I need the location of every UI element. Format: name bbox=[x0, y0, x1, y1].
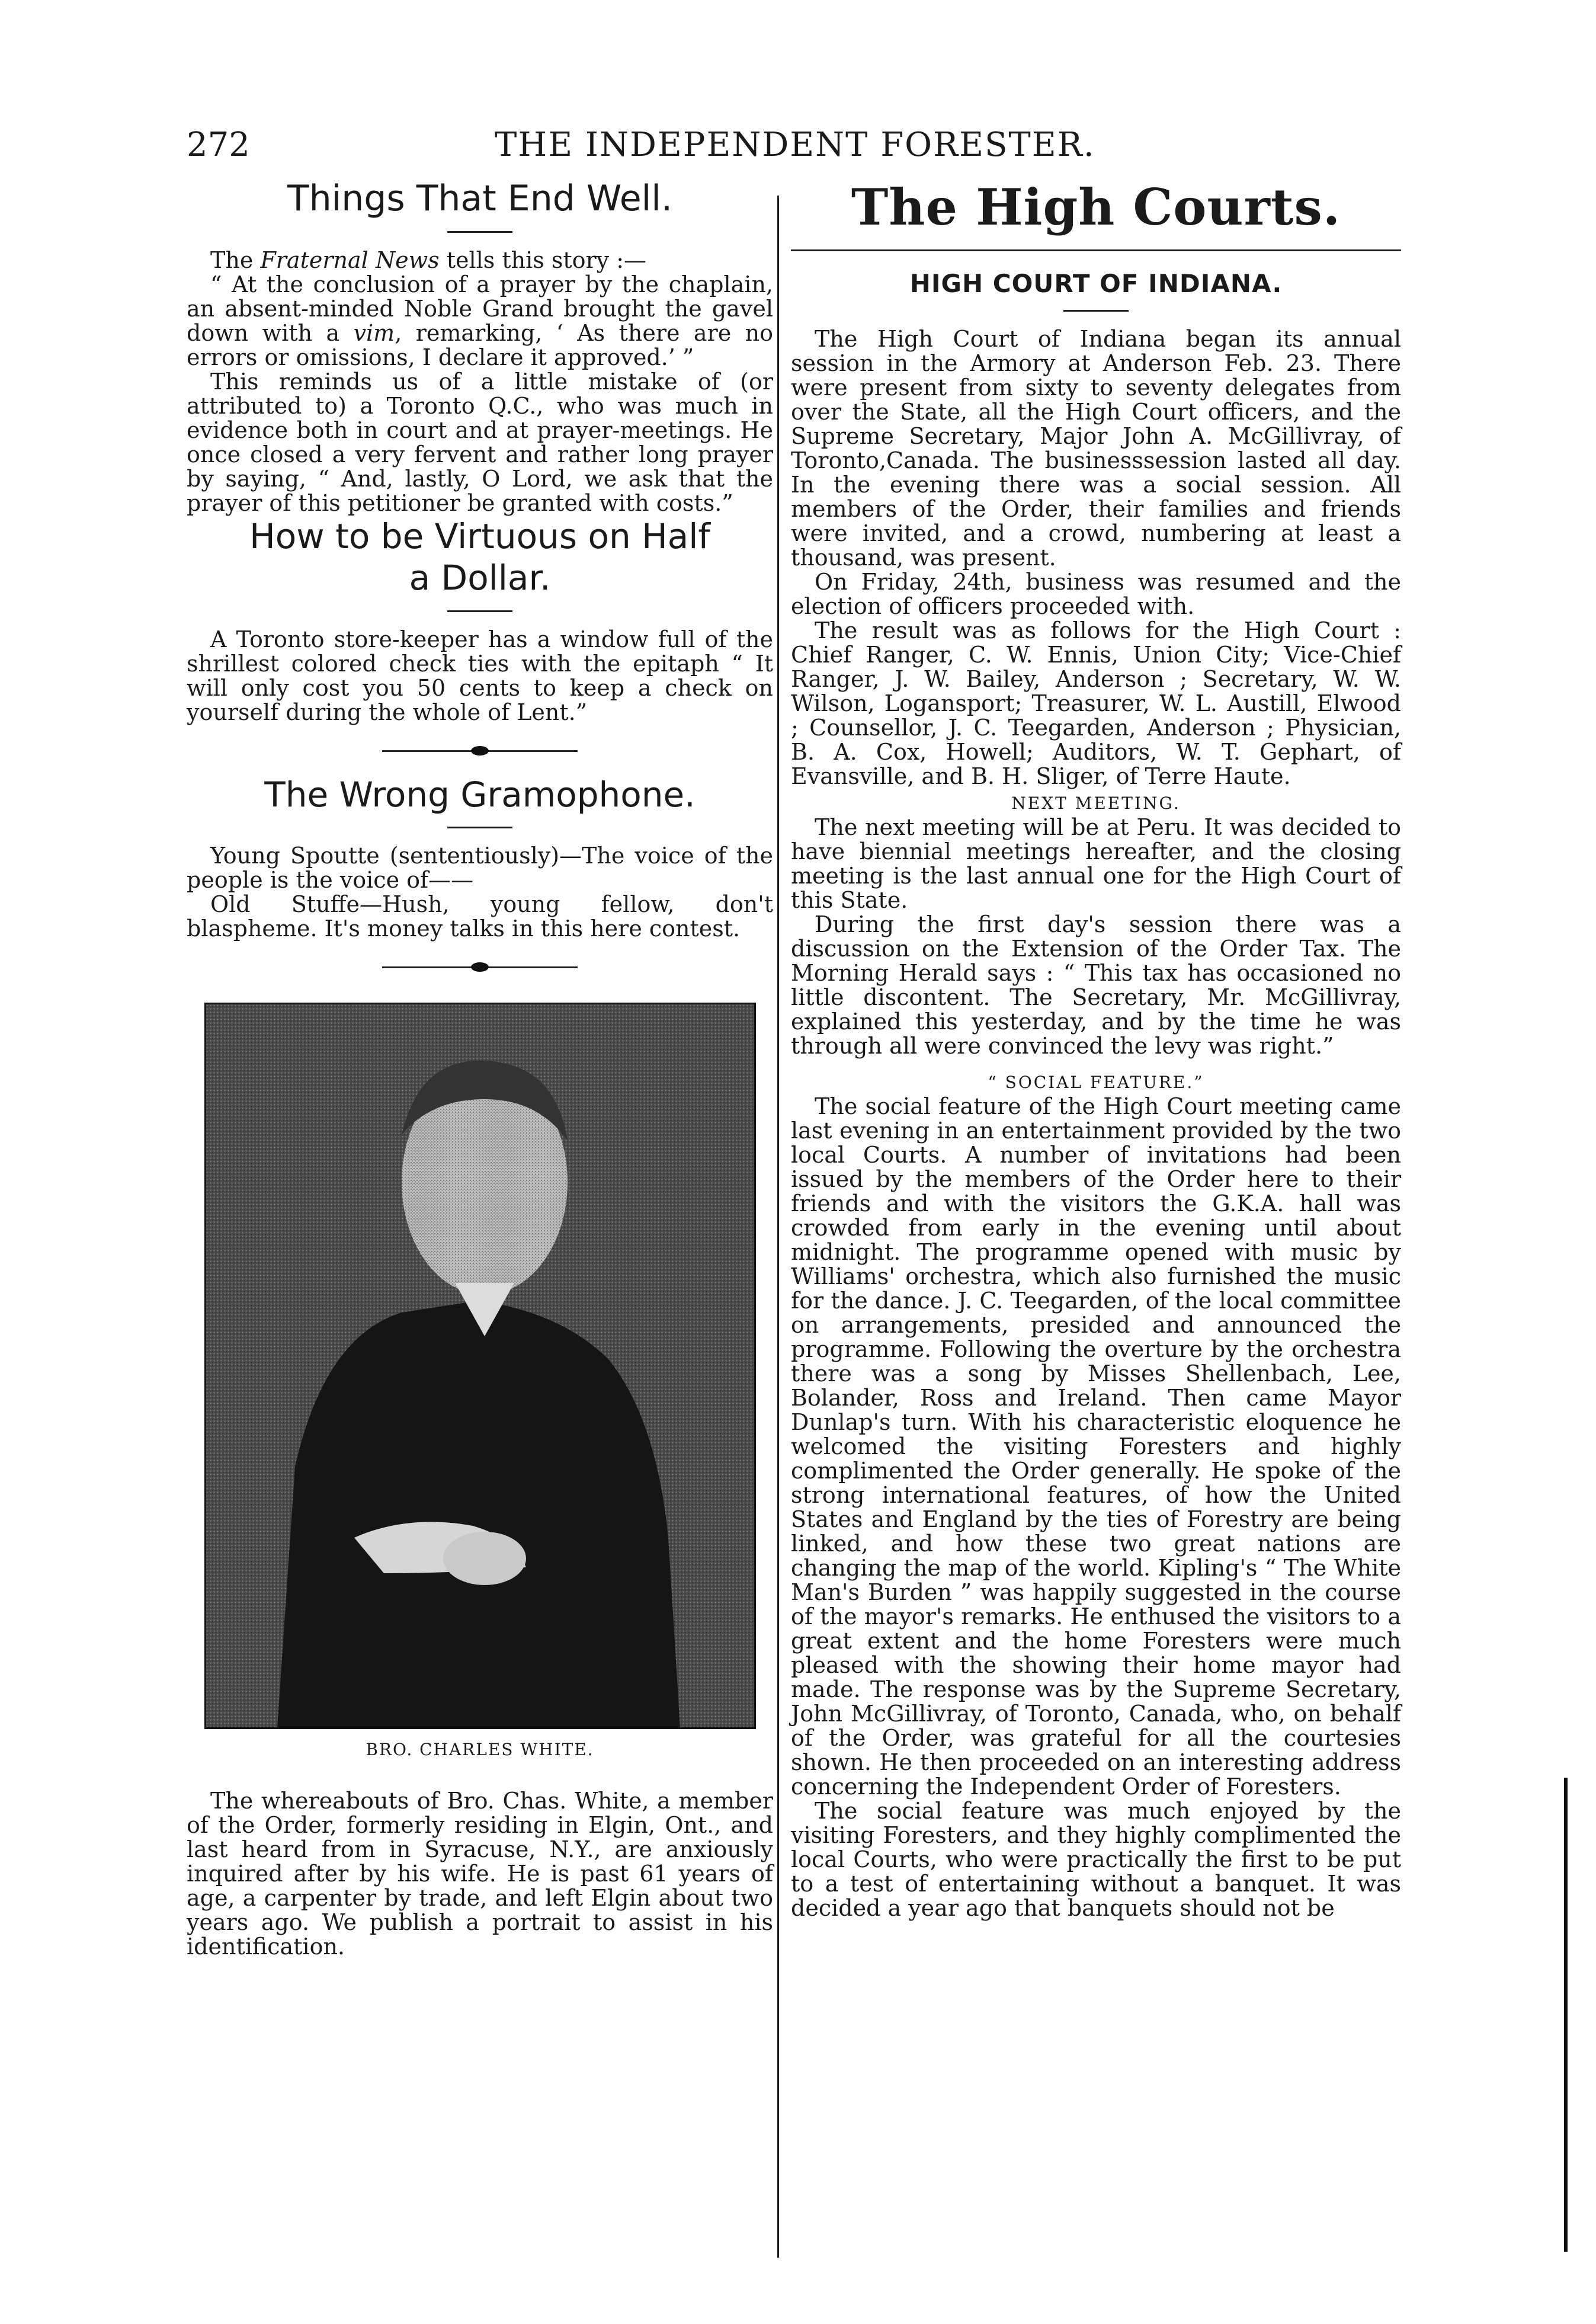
article-title-things: Things That End Well. bbox=[287, 178, 673, 219]
court-paragraph-6: The social feature of the High Court meeting came last evening in an entertainment provided by the two local Courts. A number of invitations had been issued by the members of the Order here to their friends and with the visitors the G.K.A. hall was crowded from early in the evening until about midnight. The programme opened with music by Williams' orchestra, which also furnished the music for the dance. J. C. Teegarden, of the local committee on arrangements, presided and announced the programme. Following the overture by the orchestra there was a song by Misses Shellenbach, Lee, Bolander, Ross and Ireland. Then came Mayor Dunlap's turn. With his characteristic eloquence he welcomed the visiting Foresters and highly complimented the Order generally. He spoke of the strong international features, of how the United States and England by the ties of Forestry are being linked, and how these two great nations are changing the map of the world. Kipling's “ The White Man's Burden ” was happily suggested in the course of the mayor's remarks. He enthused the visitors to a great extent and the home Foresters were much pleased with the showing their home mayor had made. The response was by the Supreme Secretary, John McGillivray, of Toronto, Canada, who, on behalf of the Order, was grateful for all the courtesies shown. He then proceeded on an interesting address concerning the Independent Order of Foresters. bbox=[791, 1093, 1401, 1800]
section-title: The High Courts. bbox=[851, 178, 1341, 236]
article-title-virtuous: How to be Virtuous on Half a Dollar. bbox=[249, 516, 710, 598]
white-paragraph: The whereabouts of Bro. Chas. White, a member of the Order, formerly residing in Elgin, Ont., and last heard from in Syracuse, N.Y., are anxiously inquired after by his wife. He is past 61 years of age, a carpenter by trade, and left Elgin about two years ago. We publish a portrait to assist in his identification. bbox=[187, 1788, 773, 1960]
court-paragraph-1: The High Court of Indiana began its annual session in the Armory at Anderson Feb. 23. There were present from sixty to seventy delegates from over the State, all the High Court officers, and the Supreme Secretary, Major John A. McGillivray, of Toronto,Canada. The businesssession lasted all day. In the evening there was a social session. All members of the Order, their families and friends were invited, and a crowd, numbering at least a thousand, was present. bbox=[791, 326, 1401, 571]
court-paragraph-7: The social feature was much enjoyed by the visiting Foresters, and they highly complimented the local Courts, who were practically the first to be put to a test of entertaining without a banquet. It was decided a year ago that banquets should not be bbox=[791, 1798, 1401, 1921]
virtuous-paragraph: A Toronto store-keeper has a window full of the shrillest colored check ties with the epitaph “ It will only cost you 50 cents to keep a check on yourself during the whole of Lent.” bbox=[187, 626, 773, 725]
portrait-photo bbox=[204, 1003, 756, 1729]
court-paragraph-2: On Friday, 24th, business was resumed and the election of officers proceeded with. bbox=[791, 569, 1401, 619]
court-heading: HIGH COURT OF INDIANA. bbox=[909, 269, 1283, 298]
page-number: 272 bbox=[187, 126, 250, 164]
gramophone-line-2: Old Stuffe—Hush, young fellow, don't blaspheme. It's money talks in this here contest. bbox=[187, 891, 773, 942]
court-paragraph-4: The next meeting will be at Peru. It was decided to have biennial meetings hereafter, and the closing meeting is the last annual one for the High Court of this State. bbox=[791, 814, 1401, 913]
page-header bbox=[187, 126, 1407, 173]
things-intro: The Fraternal News tells this story :— bbox=[210, 247, 647, 273]
title-rule bbox=[447, 827, 512, 828]
title-rule bbox=[447, 610, 512, 612]
portrait-image bbox=[206, 1004, 754, 1727]
court-paragraph-5: During the first day's session there was a discussion on the Extension of the Order Tax. The Morning Herald says : “ This tax has occasioned no little discontent. The Secretary, Mr. McGillivray, explained this yesterday, and by the time he was through all were convinced the levy was right.” bbox=[791, 911, 1401, 1059]
right-column bbox=[791, 178, 1401, 1920]
subheading-social-feature: “ SOCIAL FEATURE.” bbox=[988, 1073, 1204, 1092]
running-title: THE INDEPENDENT FORESTER. bbox=[495, 126, 1095, 164]
page-edge-mark bbox=[1564, 1778, 1568, 2252]
left-column bbox=[187, 178, 773, 1959]
things-quote: “ At the conclusion of a prayer by the chaplain, an absent-minded Noble Grand brought the gavel down with a vim, remarking, ‘ As there are no errors or omissions, I declare it approved.’ ” bbox=[187, 271, 773, 370]
heading-rule bbox=[1063, 310, 1129, 312]
portrait-caption: BRO. CHARLES WHITE. bbox=[366, 1740, 594, 1759]
ornamental-divider bbox=[382, 745, 578, 757]
ornamental-divider bbox=[382, 961, 578, 973]
title-rule bbox=[447, 231, 512, 233]
gramophone-line-1: Young Spoutte (sententiously)—The voice of the people is the voice of—— bbox=[187, 843, 773, 893]
column-divider bbox=[777, 196, 779, 2258]
subheading-next-meeting: NEXT MEETING. bbox=[1011, 793, 1181, 813]
court-paragraph-3: The result was as follows for the High Court : Chief Ranger, C. W. Ennis, Union City; Vice-Chief Ranger, J. W. Bailey, Anderson ; Secretary, W. W. Wilson, Logansport; Treasurer, W. L. Austill, Elwood ; Counsellor, J. C. Teegarden, Anderson ; Physician, B. A. Cox, Howell; Auditors, W. T. Gephart, of Evansville, and B. H. Sliger, of Terre Haute. bbox=[791, 617, 1401, 789]
section-rule bbox=[791, 249, 1401, 251]
things-paragraph: This reminds us of a little mistake of (or attributed to) a Toronto Q.C., who was much in evidence both in court and at prayer-meetings. He once closed a very fervent and rather long prayer by saying, “ And, lastly, O Lord, we ask that the prayer of this petitioner be granted with costs.” bbox=[187, 369, 773, 516]
article-title-gramophone: The Wrong Gramophone. bbox=[264, 774, 696, 815]
